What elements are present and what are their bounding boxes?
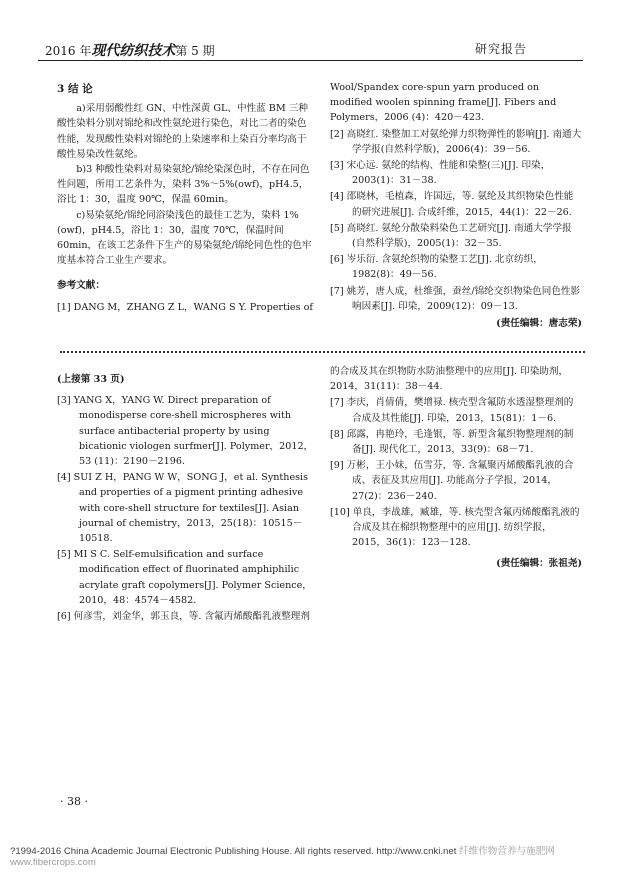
reference-item: [9] 万彬，王小妹，伍雪芬，等. 含氟聚丙烯酸酯乳液的合成、表征及其应用[J]. 功能高分子学报，2014，27(2)：236－240. [330,460,574,502]
reference-item: [3] YANG X，YANG W. Direct preparation of monodisperse core-shell microspheres with surface antibacterial property by using bicationic viologen surfmer[J]. Polymer，2012，53 (11)：2190－2196. [57,395,314,468]
page-number: · 38 · [60,795,88,808]
footer-url[interactable]: http://www.cnki.net [376,846,457,857]
reference-continuation: Wool/Spandex core-spun yarn produced on modified woolen spinning frame[J]. Fibers and Polymers，2006 (4)：420－423. [330,82,557,124]
reference-item: [8] 邱露，冉艳玲，毛逢银，等. 新型含氟织物整理剂的制备[J]. 现代化工，2013，33(9)：68－71. [330,428,574,456]
header-issue: 第 5 期 [175,44,215,58]
conclusion-para-c: c)易染氨纶/锦纶同浴染浅色的最佳工艺为，染料 1%(owf)，pH4.5，浴比 1：30，温度 70℃，保温时间 60min，在该工艺条件下生产的易染氨纶/锦纶同色性的色牢度基本符合工业生产要求。 [57,209,312,267]
reference-item: [6] 岑乐衍. 含氨纶织物的染整工艺[J]. 北京纺织，1982(8)：49－56. [330,254,543,281]
reference-item: [6] 何彦雪，刘金华，郭玉良，等. 含氟丙烯酸酯乳液整理剂 [57,611,310,623]
reference-item: [7] 姚芳，唐人成，杜维强，蚕丝/锦纶交织物染色同色性影响因素[J]. 印染，2009(12)：09－13. [330,285,581,312]
running-header-left [45,40,215,60]
reference-item: [4] SUI Z H，PANG W W，SONG J，et al. Synthesis and properties of a pigment printing adhesive with core-shell structure for textiles[J]. Asian journal of chemistry，2013，25(18)：10515－10518. [57,472,309,545]
section-separator [60,351,585,353]
continued-from-label: (上接第 33 页) [57,374,125,385]
reference-item: [5] 高晓红. 氨纶分散染料染色工艺研究[J]. 南通大学学报(自然科学版)，2005(1)：32－35. [330,222,572,250]
journal-title: 现代纺织技术 [91,43,176,59]
reference-item: [2] 高晓红. 染整加工对氨纶弹力织物弹性的影响[J]. 南通大学学报(自然科学版)，2006(4)：39－56. [330,128,582,155]
header-year: 2016 年 [45,44,92,58]
editor-credit: (责任编辑：张祖尧) [496,558,582,570]
conclusion-para-b: b)3 种酸性染料对易染氨纶/锦纶染深色时，不存在同色性问题，所用工艺条件为，染料 3%～5%(owf)，pH4.5，浴比 1：30，温度 90℃，保温 60min。 [57,164,310,206]
reference-item: [5] MI S C. Self-emulsification and surface modification effect of fluorinated amphiphilic acrylate graft copolymers[J]. Polymer Science，2010，48：4574－4582. [57,549,312,606]
continued-references-left [57,372,315,625]
reference-item: [1] DANG M，ZHANG Z L，WANG S Y. Properties of [57,301,313,313]
section-heading: 3 结 论 [57,83,93,95]
reference-item: [4] 邵晓林，毛植森，许国远，等. 氨纶及其织物染色性能的研究进展[J]. 合成纤维，2015，44(1)：22－26. [330,191,574,218]
section-label: 研究报告 [475,42,528,56]
references-title: 参考文献： [57,280,105,292]
references-right-column [330,80,582,331]
editor-credit: (责任编辑：唐志荣) [496,318,582,330]
continued-references-right [330,364,582,572]
copyright-footer [10,843,610,868]
conclusion-para-a: a)采用弱酸性红 GN、中性深黄 GL、中性蓝 BM 三种酸性染料分别对锦纶和改性氨纶进行染色，对比二者的染色性能，发现酸性染料对锦纶的上染速率和上染百分率均高于酸性易染改性氨纶。 [57,103,308,160]
reference-continuation: 的合成及其在织物防水防油整理中的应用[J]. 印染助剂，2014，31(11)：38－44. [330,366,569,393]
header-rule [38,60,583,61]
copyright-text: ?1994-2016 China Academic Journal Electronic Publishing House. All rights reserved. [10,846,374,857]
reference-item: [3] 宋心远. 氨纶的结构、性能和染整(三)[J]. 印染，2003(1)：31－38. [330,160,551,187]
reference-item: [7] 李庆，肖倩倩，樊增禄. 核壳型含氟防水透湿整理剂的合成及其性能[J]. 印染，2013，15(81)：1－6. [330,397,574,424]
reference-item: [10] 单良，李战雄，臧雄，等. 核壳型含氟丙烯酸酯乳液的合成及其在棉织物整理中的应用[J]. 纺织学报，2015，36(1)：123－128. [330,506,580,549]
watermark-text: 纤维作物营养与施肥网 www.fibercrops.com [10,846,555,868]
conclusion-column [57,82,315,316]
